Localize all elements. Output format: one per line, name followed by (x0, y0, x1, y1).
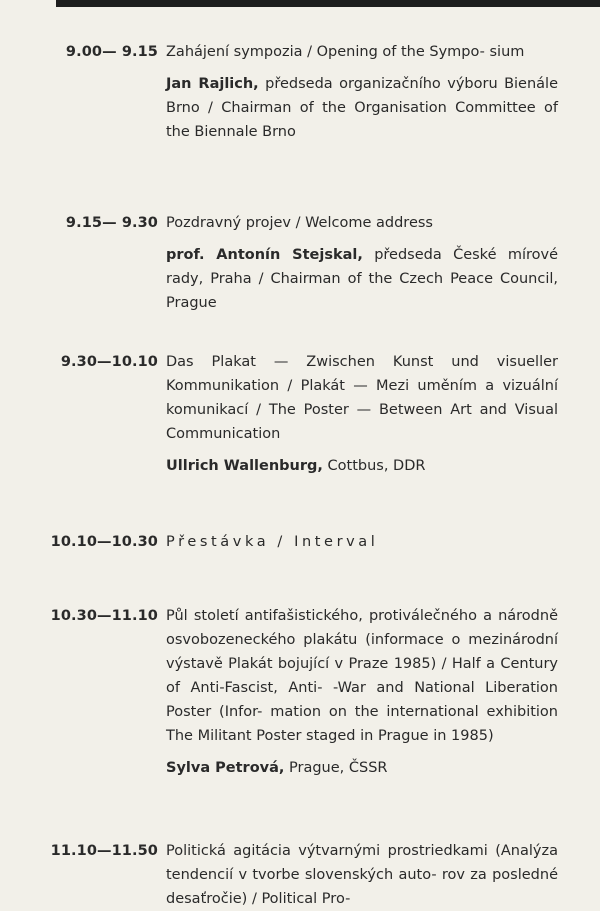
entry-speaker (166, 454, 558, 478)
entry-time: 10.30—11.10 (50, 608, 158, 624)
entry-title: Zahájení sympozia / Opening of the Sympo- sium (166, 44, 525, 60)
entry-body (166, 530, 558, 554)
speaker-affiliation: Prague, ČSSR (289, 760, 388, 776)
entry-body (166, 211, 558, 315)
speaker-name: Ullrich Wallenburg, (166, 458, 323, 474)
speaker-name: Sylva Petrová, (166, 760, 285, 776)
entry-title: Přestávka / Interval (166, 534, 379, 550)
entry-body (166, 40, 558, 144)
speaker-affiliation: Cottbus, DDR (327, 458, 426, 474)
entry-time: 11.10—11.50 (50, 843, 158, 859)
top-rule (56, 0, 600, 7)
speaker-affiliation: předseda České mírové rady, Praha / Chairman of the Czech Peace Council, Prague (166, 247, 558, 311)
entry-body (166, 839, 558, 911)
entry-time: 9.30—10.10 (60, 354, 158, 370)
entry-speaker (166, 243, 558, 315)
entry-time: 9.15— 9.30 (65, 215, 158, 231)
speaker-name: prof. Antonín Stejskal, (166, 247, 363, 263)
entry-speaker (166, 72, 558, 144)
speaker-affiliation: předseda organizačního výboru Bienále Brno / Chairman of the Organisation Committee of the Biennale Brno (166, 76, 559, 140)
entry-title: Politická agitácia výtvarnými prostriedkami (Analýza tendencií v tvorbe slovenských auto- rov za posledné desaťročie) / Political Pro- (166, 843, 558, 907)
entry-speaker (166, 756, 558, 780)
speaker-name: Jan Rajlich, (166, 76, 259, 92)
entry-title: Das Plakat — Zwischen Kunst und visueller Kommunikation / Plakát — Mezi uměním a vizuální komunikací / The Poster — Between Art and Visual Communication (166, 354, 558, 442)
entry-body (166, 604, 558, 780)
entry-body (166, 350, 558, 478)
entry-time: 10.10—10.30 (50, 534, 158, 550)
entry-title: Půl století antifašistického, protiválečného a národně osvobozeneckého plakátu (informace o mezinárodní výstavě Plakát bojující v Praze 1985) / Half a Century of Anti-Fascist, Anti- -War and National Liberation Poster (Infor- mation on the international exhibition The Militant Poster staged in Prague in 1985) (166, 608, 558, 744)
entry-time: 9.00— 9.15 (65, 44, 158, 60)
entry-title: Pozdravný projev / Welcome address (166, 215, 433, 231)
